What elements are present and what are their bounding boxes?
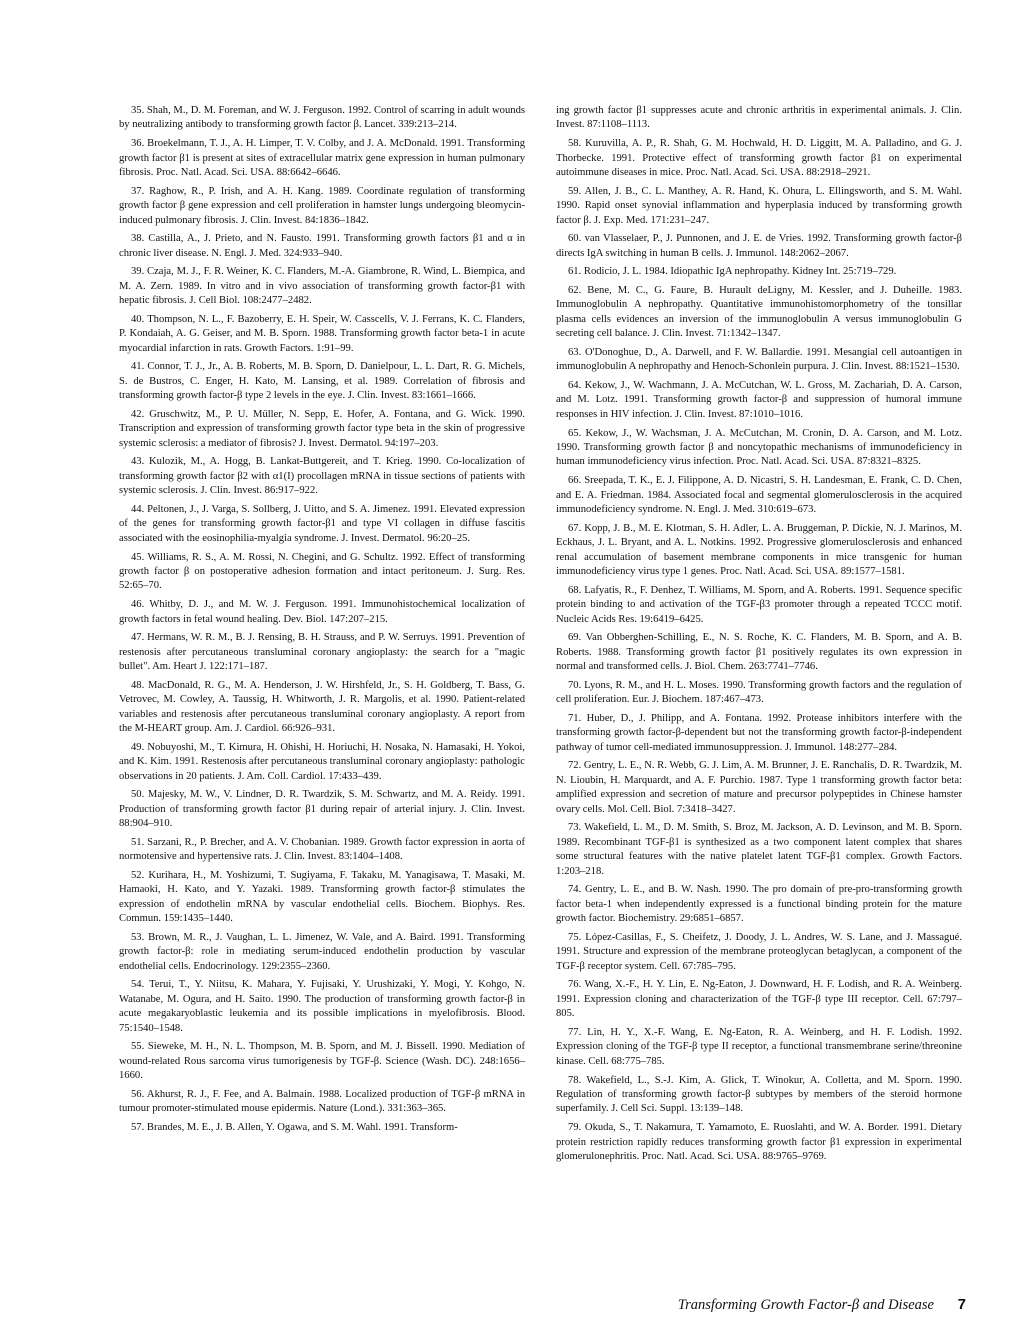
reference-62: 62. Bene, M. C., G. Faure, B. Hurault deLigny, M. Kessler, and J. Duheille. 1983. Immunoglobulin A nephropathy. Quantitative immunohistomorphometry of the tonsillar plasma cells evidences an inversion of the immunoglobulin A versus immunoglobulin G secreting cell balance. J. Clin. Invest. 71:1342–1347. [556,284,962,340]
reference-77: 77. Lin, H. Y., X.-F. Wang, E. Ng-Eaton, R. A. Weinberg, and H. F. Lodish. 1992. Expression cloning of the TGF-β type II receptor, a functional transmembrane serine/threonine kinase. Cell. 68:775–785. [556,1027,962,1067]
reference-38: 38. Castilla, A., J. Prieto, and N. Fausto. 1991. Transforming growth factors β1 and α in chronic liver disease. N. Engl. J. Med. 324:933–940. [119,233,525,259]
reference-60: 60. van Vlasselaer, P., J. Punnonen, and J. E. de Vries. 1992. Transforming growth factor-β directs IgA switching in human B cells. J. Immunol. 148:2062–2067. [556,233,962,259]
reference-56: 56. Akhurst, R. J., F. Fee, and A. Balmain. 1988. Localized production of TGF-β mRNA in tumour promoter-stimulated mouse epidermis. Nature (Lond.). 331:363–365. [119,1089,525,1115]
reference-67: 67. Kopp, J. B., M. E. Klotman, S. H. Adler, L. A. Bruggeman, P. Dickie, N. J. Marinos, M. Eckhaus, J. L. Bryant, and A. L. Notkins. 1992. Progressive glomerulosclerosis and enhanced renal accumulation of basement membrane components in mice transgenic for human immunodeficiency virus type 1 genes. Proc. Natl. Acad. Sci. USA. 89:1577–1581. [556,522,962,578]
reference-46: 46. Whitby, D. J., and M. W. J. Ferguson. 1991. Immunohistochemical localization of growth factors in fetal wound healing. Dev. Biol. 147:207–215. [119,599,525,625]
reference-36: 36. Broekelmann, T. J., A. H. Limper, T. V. Colby, and J. A. McDonald. 1991. Transforming growth factor β1 is present at sites of extracellular matrix gene expression in human pulmonary fibrosis. Proc. Natl. Acad. Sci. USA. 88:6642–6646. [119,138,525,178]
reference-40: 40. Thompson, N. L., F. Bazoberry, E. H. Speir, W. Casscells, V. J. Ferrans, K. C. Flanders, P. Kondaiah, A. G. Geiser, and M. B. Sporn. 1988. Transforming growth factor beta-1 in acute myocardial infarction in rats. Growth Factors. 1:91–99. [119,313,525,354]
reference-50: 50. Majesky, M. W., V. Lindner, D. R. Twardzik, S. M. Schwartz, and M. A. Reidy. 1991. Production of transforming growth factor β1 during repair of arterial injury. J. Clin. Invest. 88:904–910. [119,789,525,830]
reference-76: 76. Wang, X.-F., H. Y. Lin, E. Ng-Eaton, J. Downward, H. F. Lodish, and R. A. Weinberg. 1991. Expression cloning and characterization of the TGF-β type III receptor. Cell. 67:797–805. [556,979,962,1020]
reference-79: 79. Okuda, S., T. Nakamura, T. Yamamoto, E. Ruoslahti, and W. A. Border. 1991. Dietary protein restriction rapidly reduces transforming growth factor β1 expression in experimental glomerulonephritis. Proc. Natl. Acad. Sci. USA. 88:9765–9769. [556,1122,962,1163]
reference-49: 49. Nobuyoshi, M., T. Kimura, H. Ohishi, H. Horiuchi, H. Nosaka, N. Hamasaki, H. Yokoi, and K. Kim. 1991. Restenosis after percutaneous transluminal coronary angioplasty: pathologic observations in 20 patients. J. Am. Coll. Cardiol. 17:433–439. [119,741,525,782]
reference-73: 73. Wakefield, L. M., D. M. Smith, S. Broz, M. Jackson, A. D. Levinson, and M. B. Sporn. 1989. Recombinant TGF-β1 is synthesized as a two component latent complex that shares some structural features with the native platelet latent TGF-β1 complex. Growth Factors. 1:203–218. [556,822,962,877]
reference-70: 70. Lyons, R. M., and H. L. Moses. 1990. Transforming growth factors and the regulation of cell proliferation. Eur. J. Biochem. 187:467–473. [556,679,962,706]
reference-59: 59. Allen, J. B., C. L. Manthey, A. R. Hand, K. Ohura, L. Ellingsworth, and S. M. Wahl. 1990. Rapid onset synovial inflammation and hyperplasia induced by transforming growth factor β. J. Exp. Med. 171:231–247. [556,185,962,226]
reference-57-continuation: ing growth factor β1 suppresses acute and chronic arthritis in experimental animals. J. Clin. Invest. 87:1108–1113. [556,105,962,131]
reference-52: 52. Kurihara, H., M. Yoshizumi, T. Sugiyama, F. Takaku, M. Yanagisawa, T. Masaki, M. Hamaoki, H. Kato, and Y. Yazaki. 1989. Transforming growth factor-β stimulates the expression of endothelin mRNA by vascular endothelial cells. Biochem. Biophys. Res. Commun. 159:1435–1440. [119,869,525,925]
reference-66: 66. Sreepada, T. K., E. J. Filippone, A. D. Nicastri, S. H. Landesman, E. Frank, C. D. Chen, and E. A. Friedman. 1984. Associated focal and segmental glomerulosclerosis in the acquired immunodeficiency syndrome. N. Engl. J. Med. 310:619–673. [556,475,962,516]
reference-48: 48. MacDonald, R. G., M. A. Henderson, J. W. Hirshfeld, Jr., S. H. Goldberg, T. Bass, G. Vetrovec, M. Cowley, A. Taussig, H. Whitworth, J. R. Margolis, et al. 1990. Patient-related variables and restenosis after percutaneous transluminal coronary angioplasty. A report from the M-HEART group. Am. J. Cardiol. 66:926–931. [119,679,525,735]
page-footer [0,1297,1020,1317]
reference-71: 71. Huber, D., J. Philipp, and A. Fontana. 1992. Protease inhibitors interfere with the transforming growth factor-β-dependent but not the transforming growth factor-β-independent pathway of tumor cell-mediated immunosuppression. J. Immunol. 148:277–284. [556,712,962,753]
page-number: 7 [957,1296,966,1313]
reference-51: 51. Sarzani, R., P. Brecher, and A. V. Chobanian. 1989. Growth factor expression in aorta of normotensive and hypertensive rats. J. Clin. Invest. 83:1404–1408. [119,836,525,863]
reference-78: 78. Wakefield, L., S.-J. Kim, A. Glick, T. Winokur, A. Colletta, and M. Sporn. 1990. Regulation of transforming growth factor-β subtypes by members of the steroid hormone superfamily. J. Cell Sci. Suppl. 13:139–148. [556,1074,962,1115]
reference-69: 69. Van Obberghen-Schilling, E., N. S. Roche, K. C. Flanders, M. B. Sporn, and A. B. Roberts. 1988. Transforming growth factor β1 positively regulates its own expression in normal and transformed cells. J. Biol. Chem. 263:7741–7746. [556,632,962,673]
reference-41: 41. Connor, T. J., Jr., A. B. Roberts, M. B. Sporn, D. Danielpour, L. L. Dart, R. G. Michels, S. de Bustros, C. Enger, H. Kato, M. Lansing, et al. 1989. Correlation of fibrosis and transforming growth factor-β type 2 levels in the eye. J. Clin. Invest. 83:1661–1666. [119,361,525,402]
reference-54: 54. Terui, T., Y. Niitsu, K. Mahara, Y. Fujisaki, Y. Urushizaki, Y. Mogi, Y. Kohgo, N. Watanabe, M. Ogura, and H. Saito. 1990. The production of transforming growth factor-β in acute megakaryoblastic leukemia and its possible implications in myelofibrosis. Blood. 75:1540–1548. [119,979,525,1034]
reference-57: 57. Brandes, M. E., J. B. Allen, Y. Ogawa, and S. M. Wahl. 1991. Transform- [131,1122,458,1134]
reference-72: 72. Gentry, L. E., N. R. Webb, G. J. Lim, A. M. Brunner, J. E. Ranchalis, D. R. Twardzik, M. N. Lioubin, H. Marquardt, and A. F. Purchio. 1987. Type 1 transforming growth factor beta: amplified expression and secretion of mature and precursor polypeptides in Chinese hamster ovary cells. Mol. Cell. Biol. 7:3418–3427. [556,760,962,815]
running-title: Transforming Growth Factor-β and Disease [677,1297,934,1313]
reference-74: 74. Gentry, L. E., and B. W. Nash. 1990. The pro domain of pre-pro-transforming growth factor beta-1 when independently expressed is a functional binding protein for the mature growth factor. Biochemistry. 29:6851–6857. [556,884,962,925]
reference-64: 64. Kekow, J., W. Wachmann, J. A. McCutchan, W. L. Gross, M. Zachariah, D. A. Carson, and M. Lotz. 1991. Transforming growth factor-β and suppression of humoral immune responses in HIV infection. J. Clin. Invest. 87:1010–1016. [556,380,962,420]
reference-53: 53. Brown, M. R., J. Vaughan, L. L. Jimenez, W. Vale, and A. Baird. 1991. Transforming growth factor-β: role in mediating serum-induced endothelin production by vascular endothelial cells. Endocrinology. 129:2355–2360. [119,931,525,972]
reference-65: 65. Kekow, J., W. Wachsman, J. A. McCutchan, M. Cronin, D. A. Carson, and M. Lotz. 1990. Transforming growth factor β and noncytopathic mechanisms of immunodeficiency in human immunodeficiency virus infection. Proc. Natl. Acad. Sci. USA. 87:8321–8325. [556,427,962,468]
reference-35: 35. Shah, M., D. M. Foreman, and W. J. Ferguson. 1992. Control of scarring in adult wounds by neutralizing antibody to transforming growth factor β. Lancet. 339:213–214. [119,105,525,131]
reference-42: 42. Gruschwitz, M., P. U. Müller, N. Sepp, E. Hofer, A. Fontana, and G. Wick. 1990. Transcription and expression of transforming growth factor type beta in the skin of progressive systemic sclerosis: a mediator of fibrosis? J. Invest. Dermatol. 94:197–203. [119,408,525,449]
reference-44: 44. Peltonen, J., J. Varga, S. Sollberg, J. Uitto, and S. A. Jimenez. 1991. Elevated expression of the genes for transforming growth factor-β1 and type VI collagen in diffuse fascitis associated with the eosinophilia-myalgia syndrome. J. Invest. Dermatol. 96:20–25. [119,504,525,544]
reference-61: 61. Rodicio, J. L. 1984. Idiopathic IgA nephropathy. Kidney Int. 25:719–729. [568,266,897,278]
reference-68: 68. Lafyatis, R., F. Denhez, T. Williams, M. Sporn, and A. Roberts. 1991. Sequence specific protein binding to and activation of the TGF-β3 promoter through a repeated TCCC motif. Nucleic Acids Res. 19:6419–6425. [556,584,962,625]
right-reference-column [556,104,962,1169]
reference-58: 58. Kuruvilla, A. P., R. Shah, G. M. Hochwald, H. D. Liggitt, M. A. Palladino, and G. J. Thorbecke. 1991. Protective effect of transforming growth factor β1 on experimental autoimmune diseases in mice. Proc. Natl. Acad. Sci. USA. 88:2918–2921. [556,138,962,178]
reference-43: 43. Kulozik, M., A. Hogg, B. Lankat-Buttgereit, and T. Krieg. 1990. Co-localization of transforming growth factor β2 with α1(I) procollagen mRNA in tissue sections of patients with systemic sclerosis. J. Clin. Invest. 86:917–922. [119,456,525,497]
reference-37: 37. Raghow, R., P. Irish, and A. H. Kang. 1989. Coordinate regulation of transforming growth factor β gene expression and cell proliferation in hamster lungs undergoing bleomycin-induced pulmonary fibrosis. J. Clin. Invest. 84:1836–1842. [119,185,525,226]
reference-45: 45. Williams, R. S., A. M. Rossi, N. Chegini, and G. Schultz. 1992. Effect of transforming growth factor β on postoperative adhesion formation and intact peritoneum. J. Surg. Res. 52:65–70. [119,551,525,592]
left-reference-column [119,104,525,1140]
reference-75: 75. López-Casillas, F., S. Cheifetz, J. Doody, J. L. Andres, W. S. Lane, and J. Massagué. 1991. Structure and expression of the membrane proteoglycan betaglycan, a component of the TGF-β receptor system. Cell. 67:785–795. [556,931,962,972]
reference-63: 63. O'Donoghue, D., A. Darwell, and F. W. Ballardie. 1991. Mesangial cell autoantigen in immunoglobulin A nephropathy and Henoch-Schonlein purpura. J. Clin. Invest. 88:1521–1530. [556,346,962,373]
reference-55: 55. Sieweke, M. H., N. L. Thompson, M. B. Sporn, and M. J. Bissell. 1990. Mediation of wound-related Rous sarcoma virus tumorigenesis by TGF-β. Science (Wash. DC). 248:1656–1660. [119,1041,525,1082]
reference-39: 39. Czaja, M. J., F. R. Weiner, K. C. Flanders, M.-A. Giambrone, R. Wind, L. Biempica, and M. A. Zern. 1989. In vitro and in vivo association of transforming growth factor-β1 with hepatic fibrosis. J. Cell Biol. 108:2477–2482. [119,266,525,307]
reference-47: 47. Hermans, W. R. M., B. J. Rensing, B. H. Strauss, and P. W. Serruys. 1991. Prevention of restenosis after percutaneous transluminal coronary angioplasty: the search for a "magic bullet". Am. Heart J. 122:171–187. [119,632,525,673]
